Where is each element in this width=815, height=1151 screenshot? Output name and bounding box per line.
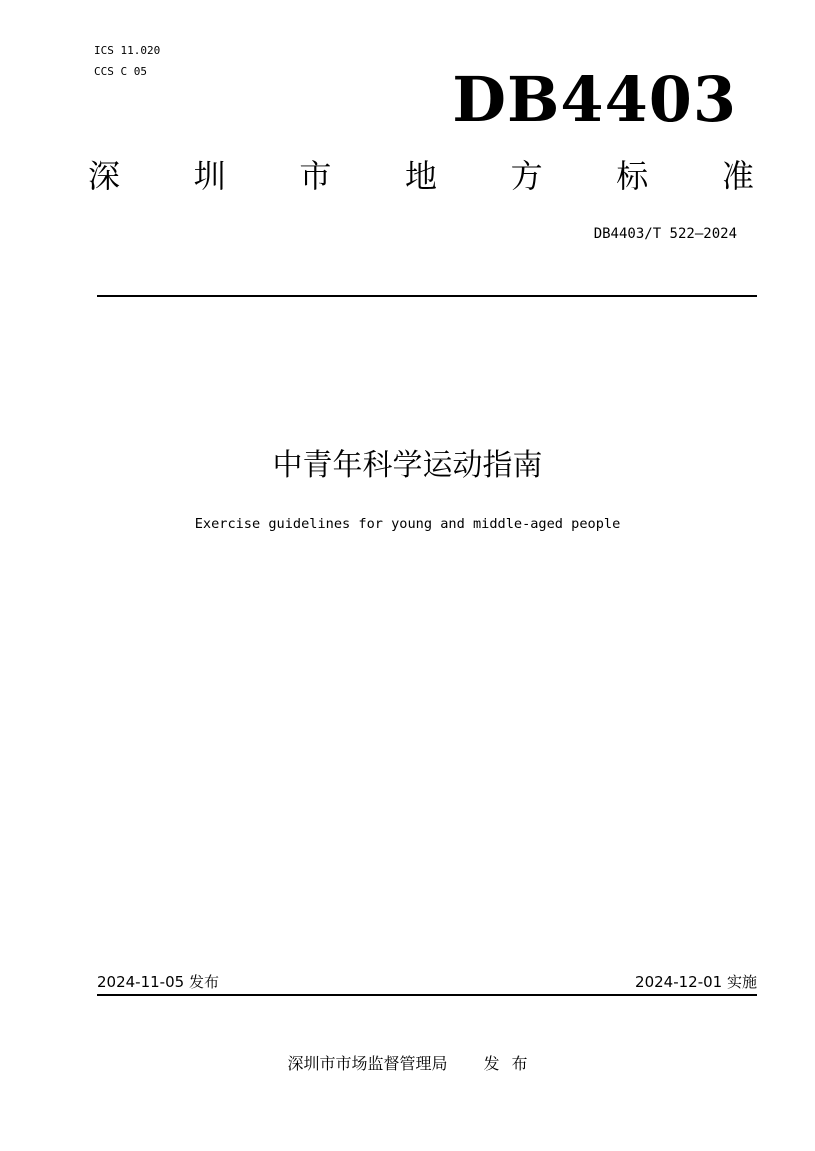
standard-type-char: 地 bbox=[404, 157, 437, 195]
db-code-mark: DB4403 bbox=[452, 63, 737, 136]
issue-char: 布 bbox=[511, 1054, 528, 1073]
issuing-organization: 深圳市市场监督管理局 bbox=[287, 1054, 448, 1073]
ccs-code: CCS C 05 bbox=[94, 65, 147, 78]
release-date: 2024-11-05 发布 bbox=[97, 973, 219, 991]
issue-word bbox=[483, 1054, 527, 1073]
date-row bbox=[97, 971, 757, 993]
standard-type-char: 方 bbox=[510, 157, 543, 195]
title-english: Exercise guidelines for young and middle-aged people bbox=[194, 516, 621, 532]
bottom-divider bbox=[97, 994, 757, 996]
ics-code: ICS 11.020 bbox=[94, 44, 161, 57]
standard-type-char: 市 bbox=[299, 157, 332, 195]
standard-type-char: 圳 bbox=[193, 157, 226, 195]
issuer-line bbox=[0, 1052, 815, 1076]
top-divider bbox=[97, 295, 757, 297]
standard-type-char: 标 bbox=[616, 157, 649, 195]
standard-type-char: 准 bbox=[721, 157, 754, 195]
title-chinese: 中青年科学运动指南 bbox=[272, 448, 543, 483]
implementation-date: 2024-12-01 实施 bbox=[635, 973, 757, 991]
standard-number: DB4403/T 522—2024 bbox=[593, 226, 737, 242]
issue-char: 发 bbox=[483, 1054, 500, 1073]
standard-type-heading bbox=[88, 152, 754, 200]
standard-type-char: 深 bbox=[88, 157, 121, 195]
classification-codes bbox=[94, 40, 160, 82]
